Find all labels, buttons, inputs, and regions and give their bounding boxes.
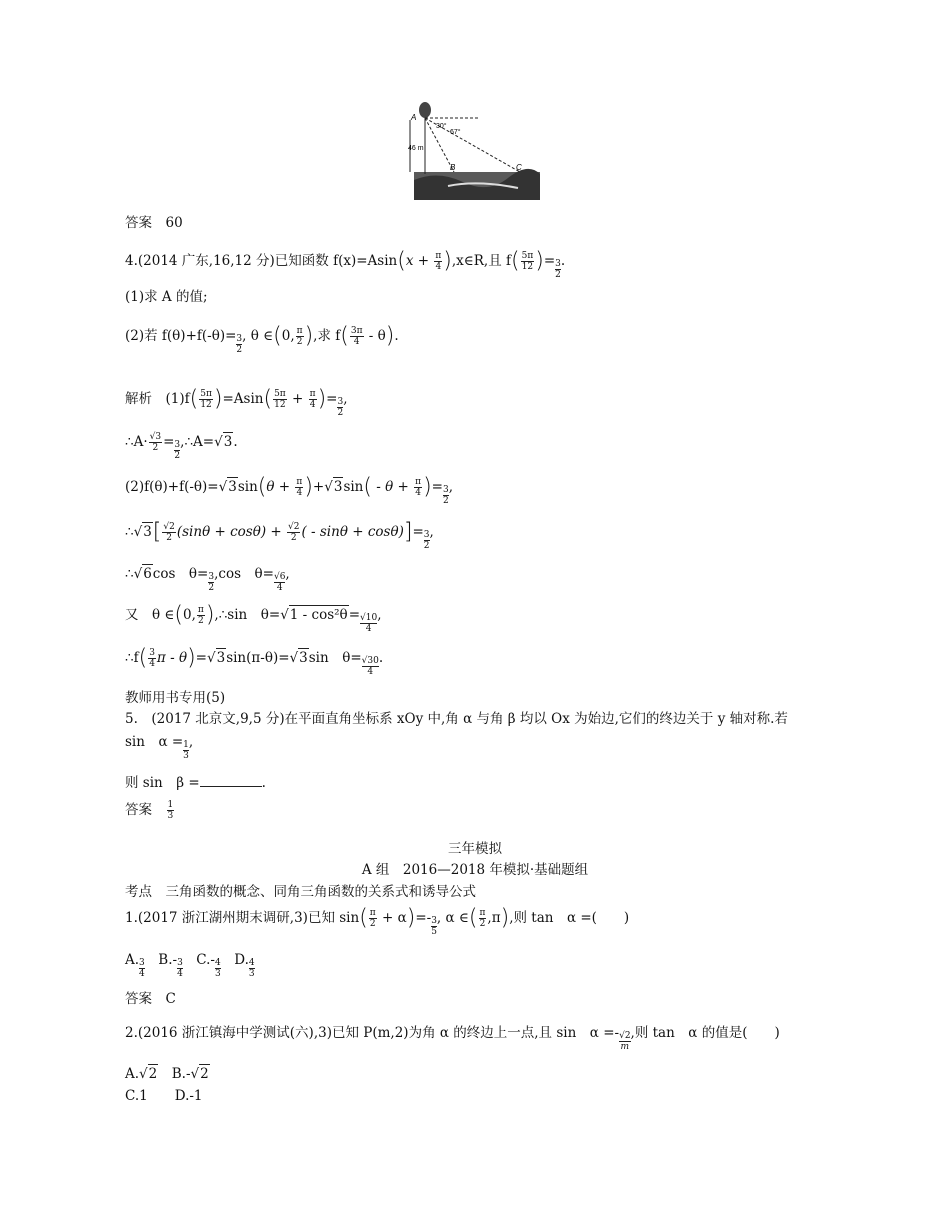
problem-1: 1.(2017 浙江湖州期末调研,3)已知 sin( $\frac{\pi}{2}$ + α)=- $\frac{3}{5}$, α ∈( $\frac{\pi}{2}$ ,π),则 tan α =( ) — [125, 905, 630, 937]
question-5: 5. (2017 北京文,9,5 分)在平面直角坐标系 xOy 中,角 α 与角 β 均以 Ox 为始边,它们的终边关于 y 轴对称.若 — [125, 711, 788, 727]
teacher-note: 教师用书专用(5) — [125, 690, 226, 706]
section-subtitle: A 组 2016—2018 年模拟·基础题组 — [361, 862, 589, 878]
problem-1-options: A. $\frac{3}{4}$ B.- $\frac{3}{4}$ C.- $\frac{4}{3}$ D. $\frac{4}{3}$ — [125, 952, 255, 979]
answer-5: 答案 $\frac{1}{3}$ — [125, 800, 174, 821]
section-title: 三年模拟 — [448, 841, 502, 857]
fig-angle-30: 30° — [436, 123, 447, 130]
problem-2: 2.(2016 浙江镇海中学测试(六),3)已知 P(m,2)为角 α 的终边上一点,且 sin α =- $\frac{√2}{m}$,则 tan α 的值是( ) — [125, 1025, 780, 1052]
answer-blank[interactable] — [200, 774, 262, 787]
problem-2-options-ab: A.√2 B.-√2 — [125, 1066, 209, 1082]
answer-3: 答案 60 — [125, 215, 183, 231]
solution-1: 解析 (1)f( $\frac{5\pi}{12}$ )=Asin( $\frac{5\pi}{12}$ + $\frac{\pi}{4}$ )= $\frac{3}{2}$, — [125, 386, 348, 418]
q4-part2: (2)若 f(θ)+f(-θ)= $\frac{3}{2}$, θ ∈(0, $\frac{\pi}{2}$ ),求 f( $\frac{3\pi}{4}$ - θ). — [125, 323, 399, 355]
solution-6: 又 θ ∈(0, $\frac{\pi}{2}$ ),∴sin θ=√1 - cos²θ= $\frac{√10}{4}$, — [125, 602, 382, 634]
question-4: 4.(2014 广东,16,12 分)已知函数 f(x)=Asin(x + $\frac{\pi}{4}$ ),x∈R,且 f( $\frac{5\pi}{12}$ )= $\frac{3}{2}$. — [125, 248, 566, 280]
solution-7: ∴f( $\frac{3}{4}$ π - θ)=√3sin(π-θ)=√3sin θ= $\frac{√30}{4}$. — [125, 645, 384, 677]
solution-2: ∴A· $\frac{√3}{2}$ = $\frac{3}{2},\therefore A=√3$. — [125, 432, 238, 461]
fig-label-b: B — [450, 163, 456, 172]
balloon-figure — [408, 100, 544, 206]
question-5-b: sin α = $\frac{1}{3}$, — [125, 734, 194, 761]
kaodian: 考点 三角函数的概念、同角三角函数的关系式和诱导公式 — [125, 884, 476, 900]
question-5-c: 则 sin β = . — [125, 775, 266, 791]
fig-angle-67: 67° — [450, 129, 461, 136]
fig-height: 46 m — [408, 145, 424, 152]
fig-label-c: C — [516, 163, 522, 172]
fig-label-a: A — [411, 113, 417, 122]
solution-3: (2)f(θ)+f(-θ)=√3sin(θ + $\frac{\pi}{4}$ )+√3sin( - θ + $\frac{\pi}{4}$ )= $\frac{3}{2}$, — [125, 474, 454, 506]
solution-5: ∴√6cos θ= $\frac{3}{2},\cos$ θ= $\frac{√6}{4}$, — [125, 566, 290, 593]
answer-p1: 答案 C — [125, 991, 176, 1007]
solution-4: ∴√3[ $\frac{√2}{2}$ (sinθ + cosθ) + $\frac{√2}{2}$ ( - sinθ + cosθ)]= $\frac{3}{2}$, — [125, 519, 434, 551]
q4-part1: (1)求 A 的值; — [125, 289, 208, 305]
problem-2-options-cd: C.1 D.-1 — [125, 1088, 203, 1104]
